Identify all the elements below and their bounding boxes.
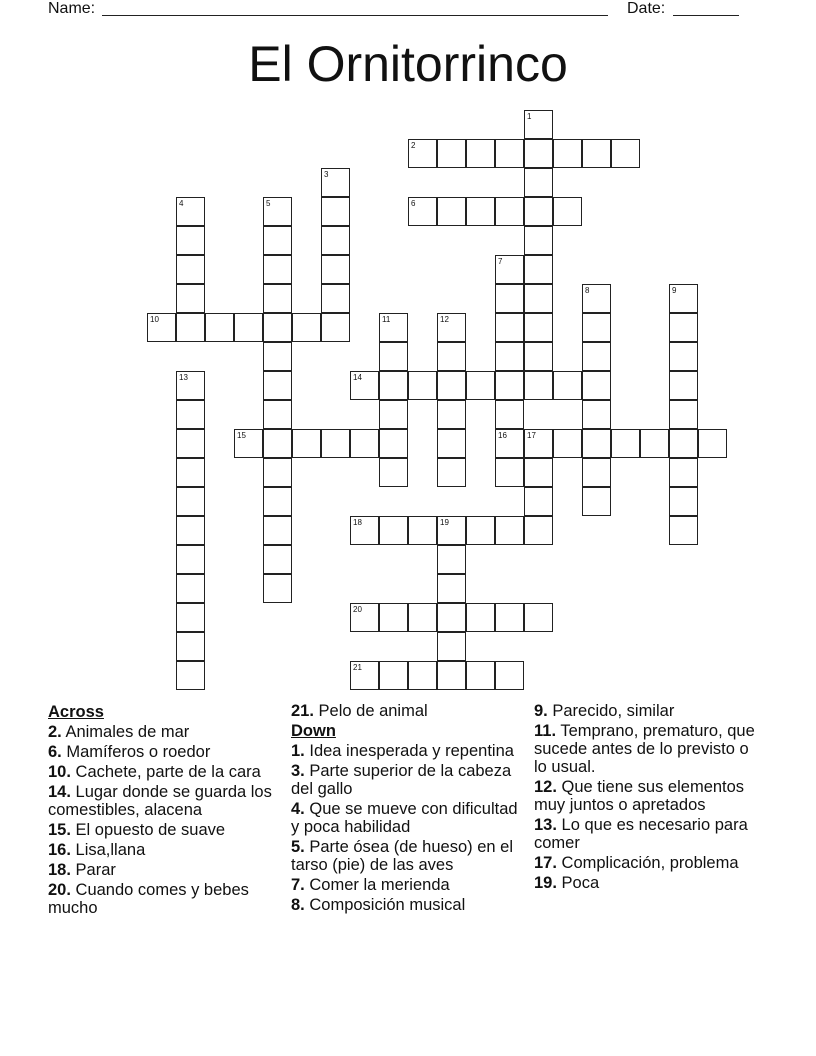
crossword-cell[interactable] xyxy=(524,226,553,255)
clue-item-number: 17. xyxy=(534,854,557,872)
crossword-cell[interactable] xyxy=(379,516,408,545)
crossword-cell[interactable] xyxy=(234,313,263,342)
clue-item xyxy=(48,821,276,839)
clue-number: 13 xyxy=(179,373,188,382)
clue-number: 20 xyxy=(353,605,362,614)
clue-item-text: Composición musical xyxy=(309,896,466,914)
clue-number: 10 xyxy=(150,315,159,324)
crossword-cell[interactable] xyxy=(669,371,698,400)
crossword-cell[interactable] xyxy=(524,458,553,487)
date-label: Date: xyxy=(627,0,666,17)
crossword-cell[interactable] xyxy=(524,139,553,168)
clue-item xyxy=(534,874,762,892)
clue-item-number: 12. xyxy=(534,778,557,796)
clue-number: 1 xyxy=(527,112,532,121)
crossword-cell[interactable] xyxy=(263,342,292,371)
crossword-cell[interactable] xyxy=(437,313,466,342)
crossword-cell[interactable] xyxy=(408,197,437,226)
clue-item-text: Cuando comes y bebes mucho xyxy=(48,881,249,917)
clue-item-text: Complicación, problema xyxy=(561,854,739,872)
crossword-cell[interactable] xyxy=(495,458,524,487)
crossword-cell[interactable] xyxy=(466,371,495,400)
clue-item-text: Comer la merienda xyxy=(309,876,450,894)
crossword-cell[interactable] xyxy=(408,516,437,545)
crossword-cell[interactable] xyxy=(582,487,611,516)
clue-item-text: Temprano, prematuro, que sucede antes de lo previsto o lo usual. xyxy=(534,722,755,776)
page-title: El Ornitorrinco xyxy=(248,36,568,92)
crossword-cell[interactable] xyxy=(263,284,292,313)
clue-item-number: 7. xyxy=(291,876,305,894)
crossword-cell[interactable] xyxy=(524,313,553,342)
crossword-cell[interactable] xyxy=(292,429,321,458)
crossword-cell[interactable] xyxy=(321,255,350,284)
crossword-cell[interactable] xyxy=(379,342,408,371)
crossword-cell[interactable] xyxy=(582,429,611,458)
clue-item-number: 20. xyxy=(48,881,71,899)
crossword-cell[interactable] xyxy=(176,632,205,661)
crossword-cell[interactable] xyxy=(495,371,524,400)
clue-item-text: Lisa,llana xyxy=(75,841,146,859)
crossword-cell[interactable] xyxy=(350,429,379,458)
crossword-cell[interactable] xyxy=(292,313,321,342)
crossword-cell[interactable] xyxy=(669,400,698,429)
clue-number: 2 xyxy=(411,141,416,150)
crossword-cell[interactable] xyxy=(176,226,205,255)
crossword-cell[interactable] xyxy=(147,313,176,342)
clue-item xyxy=(48,723,276,741)
crossword-cell[interactable] xyxy=(437,458,466,487)
crossword-cell[interactable] xyxy=(495,313,524,342)
crossword-cell[interactable] xyxy=(669,342,698,371)
clue-item-number: 21. xyxy=(291,702,314,720)
crossword-cell[interactable] xyxy=(582,371,611,400)
clue-number: 5 xyxy=(266,199,271,208)
crossword-cell[interactable] xyxy=(321,168,350,197)
clue-number: 6 xyxy=(411,199,416,208)
clue-item xyxy=(48,881,276,917)
crossword-cell[interactable] xyxy=(466,603,495,632)
clue-item-text: Parecido, similar xyxy=(552,702,675,720)
clue-item-number: 3. xyxy=(291,762,305,780)
crossword-cell[interactable] xyxy=(176,545,205,574)
clue-item-number: 13. xyxy=(534,816,557,834)
clue-item xyxy=(48,763,276,781)
crossword-cell[interactable] xyxy=(176,516,205,545)
clue-item xyxy=(291,762,523,798)
crossword-cell[interactable] xyxy=(321,429,350,458)
crossword-cell[interactable] xyxy=(495,255,524,284)
clue-item xyxy=(534,702,762,720)
crossword-cell[interactable] xyxy=(176,255,205,284)
crossword-cell[interactable] xyxy=(437,371,466,400)
clue-item xyxy=(291,896,523,914)
crossword-cell[interactable] xyxy=(553,429,582,458)
clue-item xyxy=(48,841,276,859)
crossword-cell[interactable] xyxy=(263,516,292,545)
crossword-cell[interactable] xyxy=(176,313,205,342)
crossword-cell[interactable] xyxy=(176,574,205,603)
crossword-cell[interactable] xyxy=(408,603,437,632)
clue-item-text: Que se mueve con dificultad y poca habilidad xyxy=(291,800,518,836)
clue-number: 16 xyxy=(498,431,507,440)
clue-item-text: Poca xyxy=(561,874,600,892)
crossword-cell[interactable] xyxy=(263,458,292,487)
clue-item xyxy=(534,778,762,814)
crossword-cell[interactable] xyxy=(553,371,582,400)
clue-number: 4 xyxy=(179,199,184,208)
clue-number: 14 xyxy=(353,373,362,382)
crossword-cell[interactable] xyxy=(495,139,524,168)
crossword-cell[interactable] xyxy=(524,110,553,139)
crossword-cell[interactable] xyxy=(640,429,669,458)
crossword-cell[interactable] xyxy=(234,429,263,458)
crossword-cell[interactable] xyxy=(524,487,553,516)
crossword-cell[interactable] xyxy=(176,197,205,226)
crossword-cell[interactable] xyxy=(263,429,292,458)
crossword-cell[interactable] xyxy=(205,313,234,342)
crossword-cell[interactable] xyxy=(263,400,292,429)
clue-item-text: Mamíferos o roedor xyxy=(66,743,211,761)
crossword-cell[interactable] xyxy=(321,226,350,255)
clue-column-2 xyxy=(291,702,523,916)
crossword-cell[interactable] xyxy=(495,516,524,545)
clue-item-number: 8. xyxy=(291,896,305,914)
crossword-cell[interactable] xyxy=(437,197,466,226)
crossword-cell[interactable] xyxy=(263,545,292,574)
crossword-cell[interactable] xyxy=(379,400,408,429)
crossword-cell[interactable] xyxy=(698,429,727,458)
clue-item-text: Parar xyxy=(75,861,116,879)
crossword-cell[interactable] xyxy=(611,429,640,458)
crossword-cell[interactable] xyxy=(437,516,466,545)
clue-item xyxy=(48,861,276,879)
clue-item-number: 6. xyxy=(48,743,62,761)
clue-number: 8 xyxy=(585,286,590,295)
crossword-cell[interactable] xyxy=(582,139,611,168)
crossword-cell[interactable] xyxy=(263,313,292,342)
crossword-cell[interactable] xyxy=(379,313,408,342)
clue-item xyxy=(48,783,276,819)
crossword-cell[interactable] xyxy=(437,400,466,429)
crossword-cell[interactable] xyxy=(176,371,205,400)
down-heading: Down xyxy=(291,722,336,740)
crossword-cell[interactable] xyxy=(350,603,379,632)
clue-item xyxy=(534,722,762,776)
crossword-cell[interactable] xyxy=(263,197,292,226)
crossword-cell[interactable] xyxy=(524,197,553,226)
clue-item-number: 14. xyxy=(48,783,71,801)
crossword-cell[interactable] xyxy=(466,516,495,545)
crossword-cell[interactable] xyxy=(321,284,350,313)
clue-item-text: Lugar donde se guarda los comestibles, alacena xyxy=(48,783,272,819)
crossword-cell[interactable] xyxy=(350,371,379,400)
crossword-cell[interactable] xyxy=(495,400,524,429)
name-label: Name: xyxy=(48,0,96,17)
crossword-cell[interactable] xyxy=(176,603,205,632)
clue-item-text: Parte ósea (de hueso) en el tarso (pie) de las aves xyxy=(291,838,513,874)
crossword-cell[interactable] xyxy=(350,516,379,545)
crossword-cell[interactable] xyxy=(524,168,553,197)
crossword-cell[interactable] xyxy=(495,661,524,690)
crossword-cell[interactable] xyxy=(495,197,524,226)
crossword-cell[interactable] xyxy=(495,429,524,458)
crossword-cell[interactable] xyxy=(437,545,466,574)
clue-item xyxy=(291,800,523,836)
crossword-cell[interactable] xyxy=(437,632,466,661)
clue-number: 15 xyxy=(237,431,246,440)
clue-item-text: Parte superior de la cabeza del gallo xyxy=(291,762,512,798)
clue-item-number: 15. xyxy=(48,821,71,839)
clue-item-number: 9. xyxy=(534,702,548,720)
clue-number: 7 xyxy=(498,257,503,266)
clue-item-number: 5. xyxy=(291,838,305,856)
clue-item xyxy=(291,702,523,720)
across-heading: Across xyxy=(48,703,104,721)
clue-number: 9 xyxy=(672,286,677,295)
clue-item-number: 2. xyxy=(48,723,62,741)
clue-number: 19 xyxy=(440,518,449,527)
crossword-cell[interactable] xyxy=(582,458,611,487)
crossword-cell[interactable] xyxy=(524,284,553,313)
crossword-cell[interactable] xyxy=(263,371,292,400)
crossword-cell[interactable] xyxy=(582,342,611,371)
crossword-cell[interactable] xyxy=(669,429,698,458)
crossword-cell[interactable] xyxy=(379,371,408,400)
clue-item-text: Cachete, parte de la cara xyxy=(75,763,261,781)
clue-number: 12 xyxy=(440,315,449,324)
clue-item-number: 4. xyxy=(291,800,305,818)
clue-item xyxy=(48,743,276,761)
crossword-cell[interactable] xyxy=(669,458,698,487)
crossword-cell[interactable] xyxy=(408,661,437,690)
clue-item-text: Idea inesperada y repentina xyxy=(309,742,514,760)
crossword-cell[interactable] xyxy=(437,342,466,371)
crossword-cell[interactable] xyxy=(437,603,466,632)
crossword-cell[interactable] xyxy=(495,284,524,313)
clue-item-number: 19. xyxy=(534,874,557,892)
crossword-cell[interactable] xyxy=(176,458,205,487)
crossword-cell[interactable] xyxy=(669,284,698,313)
crossword-cell[interactable] xyxy=(611,139,640,168)
clue-item-number: 16. xyxy=(48,841,71,859)
clue-item-text: Animales de mar xyxy=(65,723,190,741)
crossword-cell[interactable] xyxy=(176,284,205,313)
clue-item xyxy=(534,816,762,852)
crossword-cell[interactable] xyxy=(408,371,437,400)
crossword-cell[interactable] xyxy=(669,516,698,545)
crossword-cell[interactable] xyxy=(176,661,205,690)
crossword-cell[interactable] xyxy=(437,139,466,168)
crossword-cell[interactable] xyxy=(582,400,611,429)
clue-item xyxy=(534,854,762,872)
clue-item xyxy=(291,838,523,874)
clue-item-number: 1. xyxy=(291,742,305,760)
crossword-cell[interactable] xyxy=(350,661,379,690)
crossword-cell[interactable] xyxy=(524,429,553,458)
crossword-cell[interactable] xyxy=(437,574,466,603)
crossword-cell[interactable] xyxy=(524,255,553,284)
clue-item-text: El opuesto de suave xyxy=(75,821,226,839)
crossword-cell[interactable] xyxy=(669,487,698,516)
crossword-cell[interactable] xyxy=(176,429,205,458)
crossword-cell[interactable] xyxy=(466,661,495,690)
crossword-cell[interactable] xyxy=(524,516,553,545)
crossword-cell[interactable] xyxy=(495,603,524,632)
crossword-cell[interactable] xyxy=(582,284,611,313)
crossword-cell[interactable] xyxy=(524,603,553,632)
clue-column-1 xyxy=(48,702,276,919)
clue-number: 21 xyxy=(353,663,362,672)
crossword-cell[interactable] xyxy=(495,342,524,371)
crossword-cell[interactable] xyxy=(524,371,553,400)
crossword-cell[interactable] xyxy=(263,574,292,603)
crossword-cell[interactable] xyxy=(553,197,582,226)
crossword-cell[interactable] xyxy=(379,458,408,487)
clue-item-number: 10. xyxy=(48,763,71,781)
clue-item-number: 11. xyxy=(534,722,557,740)
clue-number: 18 xyxy=(353,518,362,527)
crossword-cell[interactable] xyxy=(379,429,408,458)
crossword-cell[interactable] xyxy=(437,429,466,458)
crossword-cell[interactable] xyxy=(176,400,205,429)
clue-item-number: 18. xyxy=(48,861,71,879)
crossword-cell[interactable] xyxy=(466,139,495,168)
crossword-cell[interactable] xyxy=(263,487,292,516)
crossword-cell[interactable] xyxy=(582,313,611,342)
crossword-cell[interactable] xyxy=(263,255,292,284)
crossword-cell[interactable] xyxy=(263,226,292,255)
crossword-cell[interactable] xyxy=(176,487,205,516)
clue-number: 3 xyxy=(324,170,329,179)
crossword-cell[interactable] xyxy=(379,603,408,632)
clue-number: 17 xyxy=(527,431,536,440)
clue-item xyxy=(291,876,523,894)
crossword-cell[interactable] xyxy=(379,661,408,690)
crossword-cell[interactable] xyxy=(466,197,495,226)
crossword-cell[interactable] xyxy=(553,139,582,168)
crossword-cell[interactable] xyxy=(437,661,466,690)
crossword-cell[interactable] xyxy=(669,313,698,342)
clue-item xyxy=(291,742,523,760)
clue-item-text: Lo que es necesario para comer xyxy=(534,816,748,852)
clue-number: 11 xyxy=(382,315,391,324)
clue-column-3 xyxy=(534,702,762,894)
crossword-cell[interactable] xyxy=(321,313,350,342)
crossword-cell[interactable] xyxy=(408,139,437,168)
crossword-cell[interactable] xyxy=(321,197,350,226)
clue-item-text: Pelo de animal xyxy=(318,702,428,720)
clue-item-text: Que tiene sus elementos muy juntos o apretados xyxy=(534,778,745,814)
crossword-cell[interactable] xyxy=(524,342,553,371)
